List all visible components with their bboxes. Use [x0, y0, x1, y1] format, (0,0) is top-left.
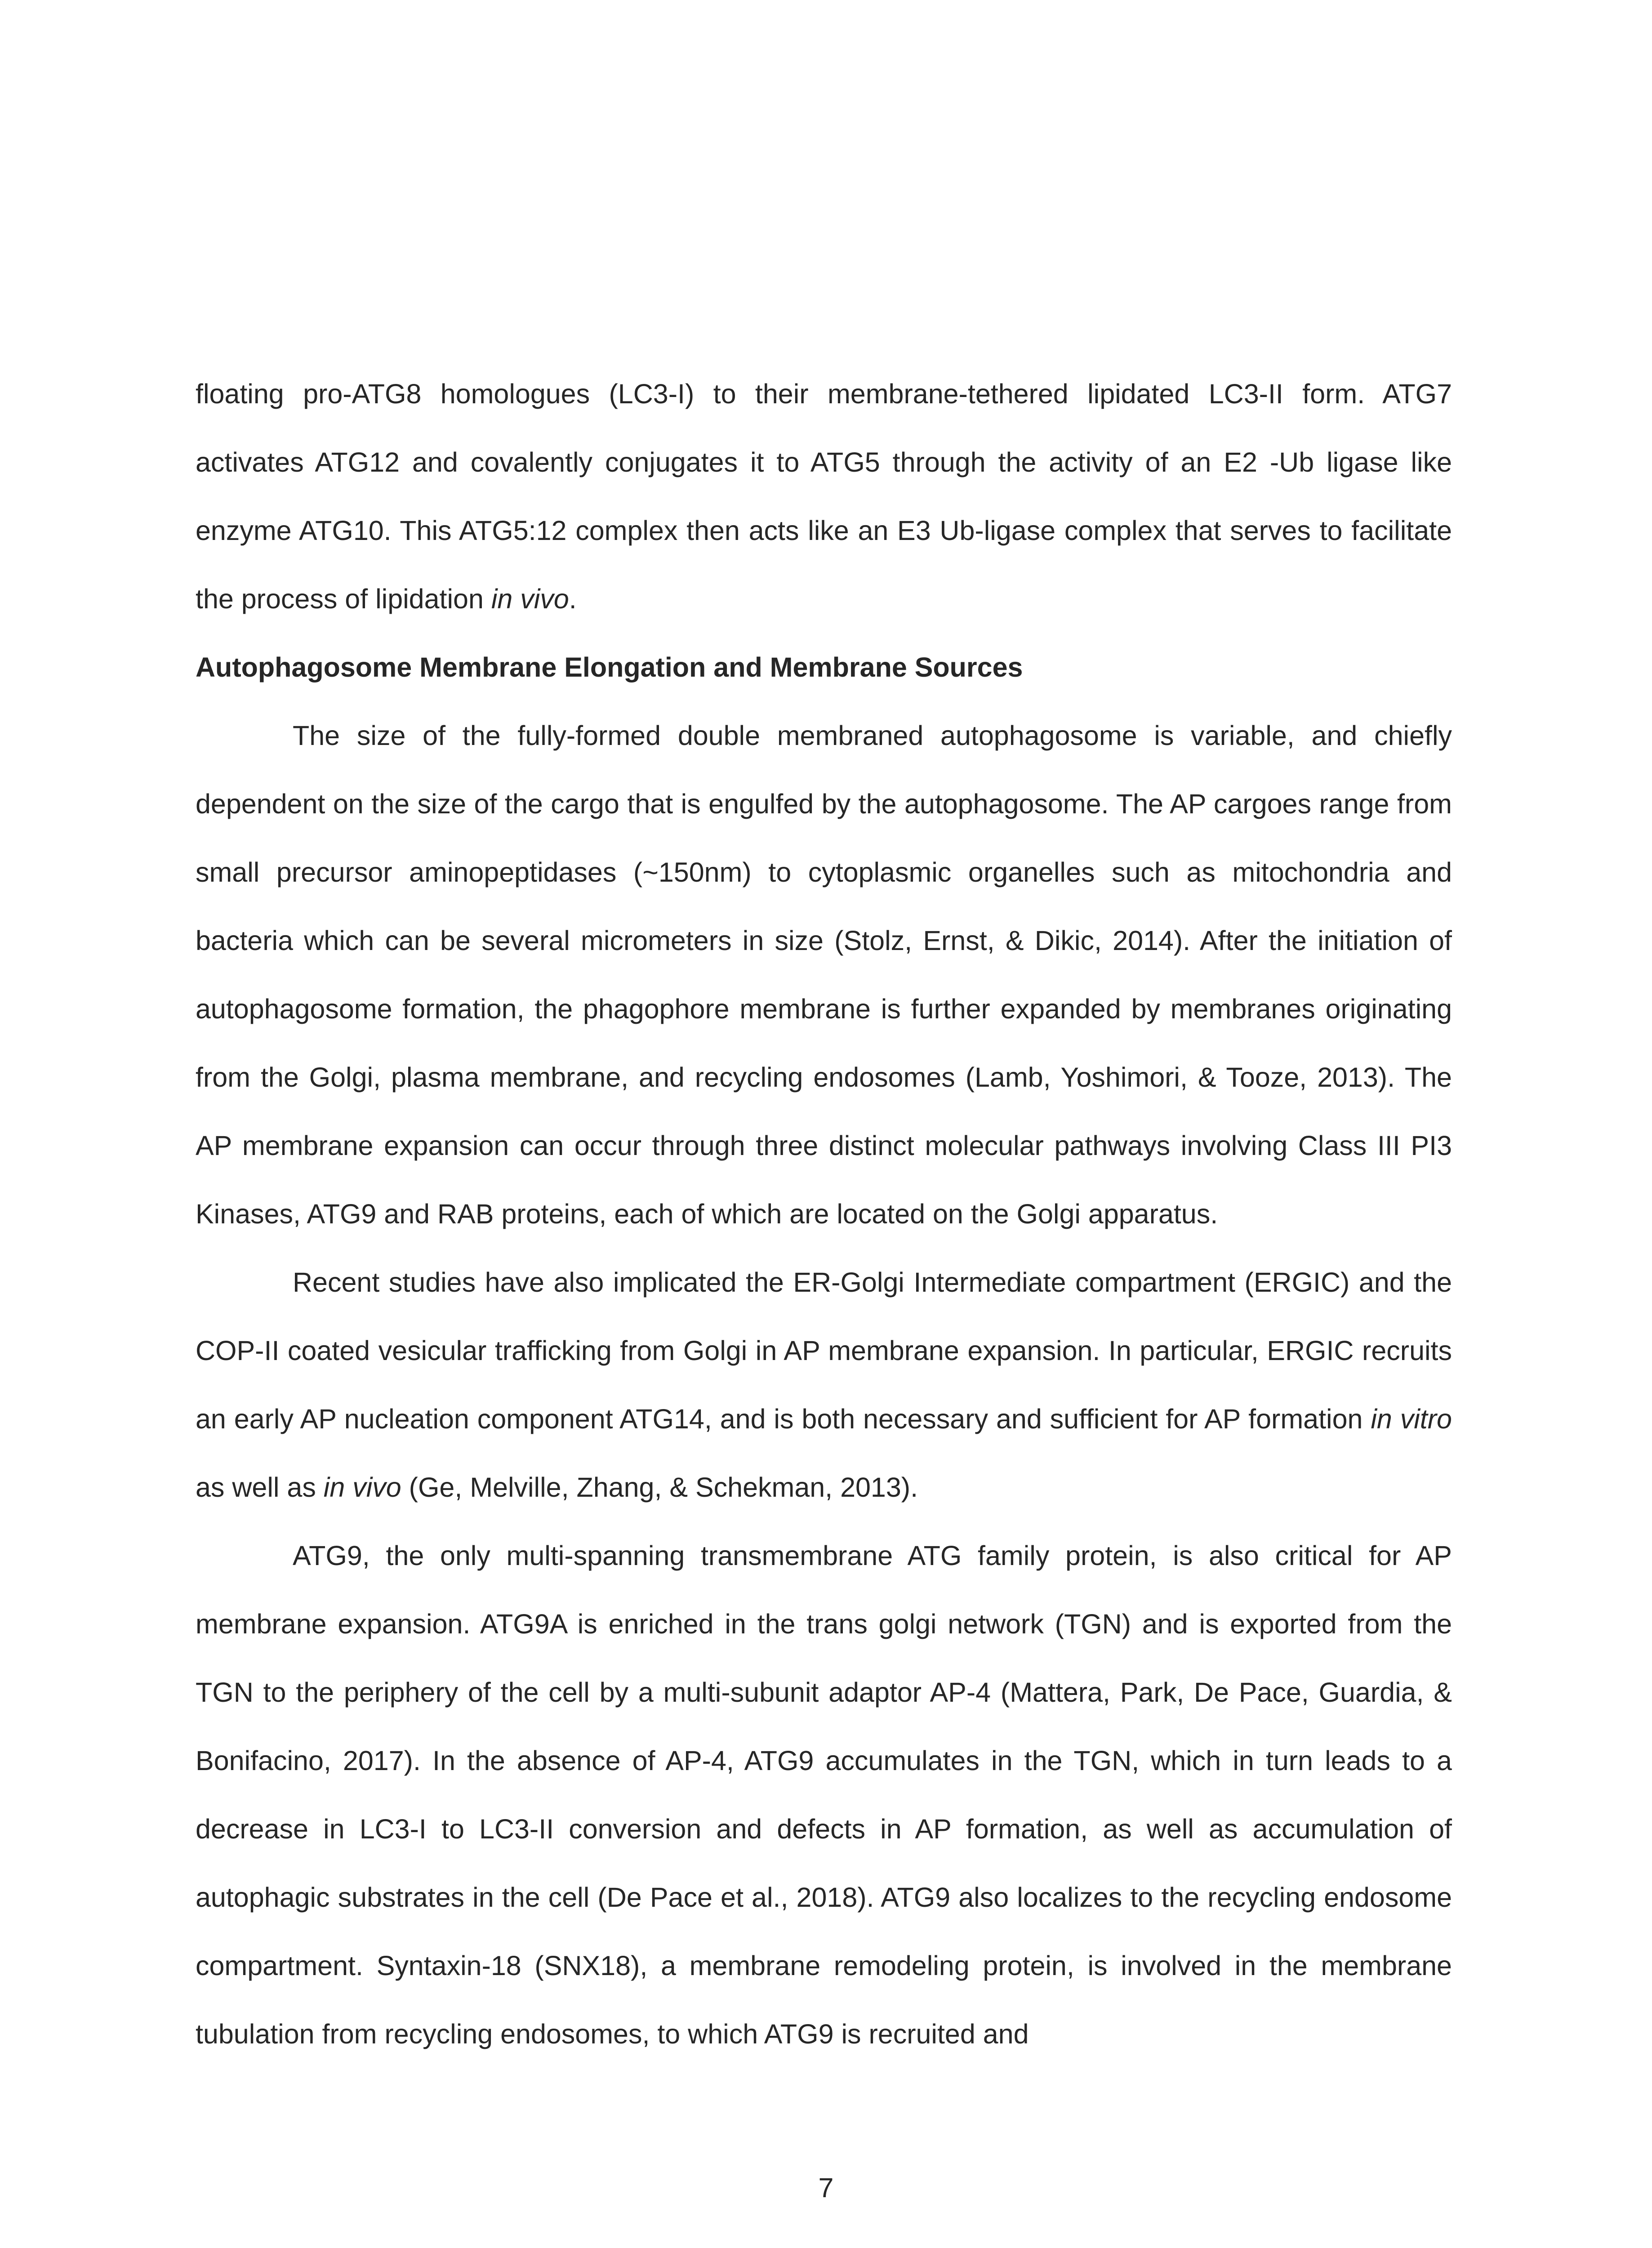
paragraph-text: .: [569, 584, 577, 614]
paragraph-text: (Ge, Melville, Zhang, & Schekman, 2013).: [401, 1472, 918, 1503]
paragraph-autophagosome-size: The size of the fully-formed double membraned autophagosome is variable, and chiefly dependent on the size of the cargo that is engulfed by the autophagosome. The AP cargoes range from small precursor aminopeptidases (~150nm) to cytoplasmic organelles such as mitochondria and bacteria which can be several micrometers in size (Stolz, Ernst, & Dikic, 2014). After the initiation of autophagosome formation, the phagophore membrane is further expanded by membranes originating from the Golgi, plasma membrane, and recycling endosomes (Lamb, Yoshimori, & Tooze, 2013). The AP membrane expansion can occur through three distinct molecular pathways involving Class III PI3 Kinases, ATG9 and RAB proteins, each of which are located on the Golgi apparatus.: [196, 720, 1452, 1229]
page-number: 7: [818, 2172, 834, 2203]
paragraph-text: as well as: [196, 1472, 324, 1503]
paragraph-text: Recent studies have also implicated the ER-Golgi Intermediate compartment (ERGIC) and the COP-II coated vesicular trafficking from Golgi in AP membrane expansion. In particular, ERGIC recruits an early AP nucleation component ATG14, and is both necessary and sufficient for AP formation: [196, 1267, 1452, 1434]
section-heading: Autophagosome Membrane Elongation and Membrane Sources: [196, 652, 1023, 682]
italic-term: in vivo: [323, 1472, 401, 1503]
paragraph-lipidation: [196, 360, 1452, 633]
italic-term: in vivo: [491, 584, 569, 614]
body-text: [196, 360, 1452, 2068]
paragraph-ergic: [196, 1248, 1452, 1521]
paragraph-atg9: ATG9, the only multi-spanning transmembrane ATG family protein, is also critical for AP membrane expansion. ATG9A is enriched in the trans golgi network (TGN) and is exported from the TGN to the periphery of the cell by a multi-subunit adaptor AP-4 (Mattera, Park, De Pace, Guardia, & Bonifacino, 2017). In the absence of AP-4, ATG9 accumulates in the TGN, which in turn leads to a decrease in LC3-I to LC3-II conversion and defects in AP formation, as well as accumulation of autophagic substrates in the cell (De Pace et al., 2018). ATG9 also localizes to the recycling endosome compartment. Syntaxin-18 (SNX18), a membrane remodeling protein, is involved in the membrane tubulation from recycling endosomes, to which ATG9 is recruited and: [196, 1540, 1452, 2049]
italic-term: in vitro: [1371, 1404, 1452, 1434]
paragraph-text: floating pro-ATG8 homologues (LC3-I) to their membrane-tethered lipidated LC3-II form. ATG7 activates ATG12 and covalently conjugates it to ATG5 through the activity of an E2 -Ub ligase like enzyme ATG10. This ATG5:12 complex then acts like an E3 Ub-ligase complex that serves to facilitate the process of lipidation: [196, 379, 1452, 614]
